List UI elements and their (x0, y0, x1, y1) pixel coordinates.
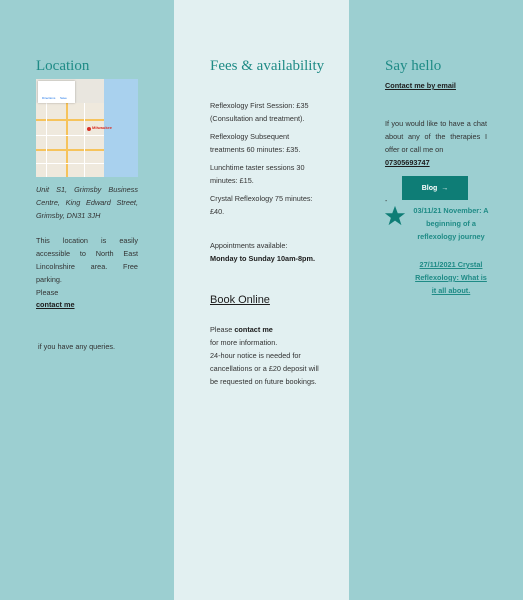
arrow-right-icon: → (441, 184, 449, 192)
contact-me-link[interactable]: contact me (36, 300, 75, 309)
fee-item: Reflexology First Session: £35 (Consultation and treatment). (210, 101, 309, 123)
contact-me-link[interactable]: contact me (234, 325, 273, 334)
fees-list (210, 99, 320, 223)
fee-item: Reflexology Subsequent treatments 60 minutes: £35. (210, 132, 301, 154)
location-map[interactable] (36, 79, 138, 177)
blog-post-link[interactable]: 03/11/21 November: A beginning of a reflexology journey (413, 206, 489, 241)
appointments-block (210, 239, 320, 265)
map-info-card[interactable] (38, 81, 75, 103)
location-description (36, 234, 138, 299)
phone-link[interactable]: 07305693747 (385, 158, 430, 167)
blog-post-link[interactable]: 27/11/2021 Crystal Reflexology: What is it all about. (415, 260, 487, 295)
bullet-marker: - (385, 198, 388, 205)
map-street (36, 135, 104, 136)
map-card-directions[interactable]: Directions (42, 96, 56, 100)
chat-text: If you would like to have a chat about any of the therapies I offer or call me on (385, 119, 487, 154)
please-text: Please (36, 288, 59, 297)
fee-item: Crystal Reflexology 75 minutes: £40. (210, 194, 313, 216)
cancellation-notice: 24-hour notice is needed for cancellations or a £20 deposit will be requested on future bookings. (210, 351, 319, 386)
map-pin-icon (87, 127, 91, 131)
location-heading: Location (36, 58, 90, 74)
location-text: This location is easily accessible to North East Lincolnshire area. Free parking. (36, 236, 138, 284)
map-street (46, 103, 47, 177)
more-info-text: for more information. (210, 338, 278, 347)
blog-button[interactable] (402, 176, 468, 200)
appointments-hours: Monday to Sunday 10am-8pm. (210, 254, 316, 263)
map-card-save[interactable]: Save (60, 96, 67, 100)
map-pin-label: Milwaukee (92, 125, 113, 130)
book-online-link[interactable]: Book Online (210, 294, 270, 306)
appointments-label: Appointments available: (210, 241, 288, 250)
contact-email-link[interactable]: Contact me by email (385, 81, 456, 90)
map-street (84, 103, 85, 177)
queries-text: if you have any queries. (38, 342, 116, 351)
say-hello-heading: Say hello (385, 58, 442, 74)
map-street (36, 163, 104, 164)
star-icon (384, 205, 406, 227)
map-road (66, 103, 68, 177)
fee-item: Lunchtime taster sessions 30 minutes: £15. (210, 163, 305, 185)
fees-heading: Fees & availability (210, 58, 325, 74)
blog-button-label: Blog (421, 184, 438, 192)
please-text: Please (210, 325, 233, 334)
contact-info-block (210, 323, 320, 388)
address-text: Unit S1, Grimsby Business Centre, King Edward Street, Grimsby, DN31 3JH (36, 185, 138, 220)
